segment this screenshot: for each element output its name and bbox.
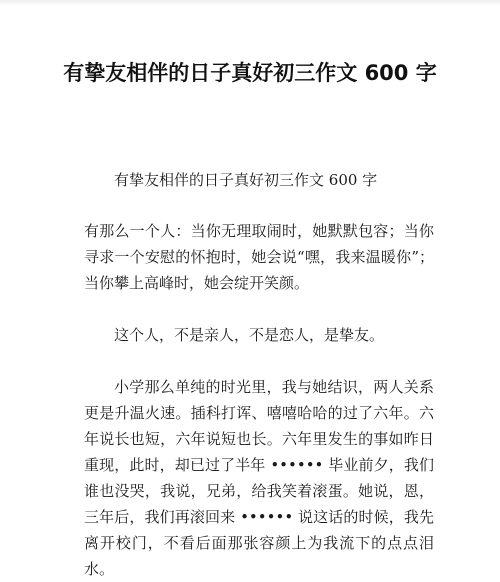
document-subtitle: 有挚友相伴的日子真好初三作文 600 字	[114, 171, 378, 189]
document-title: 有挚友相伴的日子真好初三作文 600 字	[63, 61, 437, 85]
page-top-edge	[0, 0, 500, 6]
paragraph-3: 小学那么单纯的时光里，我与她结识，两人关系更是升温火速。插科打诨、嘻嘻哈哈的过了六年。六年说长也短，六年说短也长。六年里发生的事如昨日重现，此时，却已过了半年 •••••• 毕业前夕，我们谁也没哭，我说，兄弟，给我笑着滚蛋。她说，恩，三年后，我们再滚回来 •••••• 说这话的时候，我先离开校门，不看后面那张容颜上为我流下的点点泪水。	[84, 378, 434, 578]
paragraph-2: 这个人，不是亲人，不是恋人，是挚友。	[114, 326, 385, 344]
paragraph-1: 有那么一个人：当你无理取闹时，她默默包容；当你寻求一个安慰的怀抱时，她会说“嘿，我来温暖你”；当你攀上高峰时，她会绽开笑颜。	[84, 222, 434, 292]
